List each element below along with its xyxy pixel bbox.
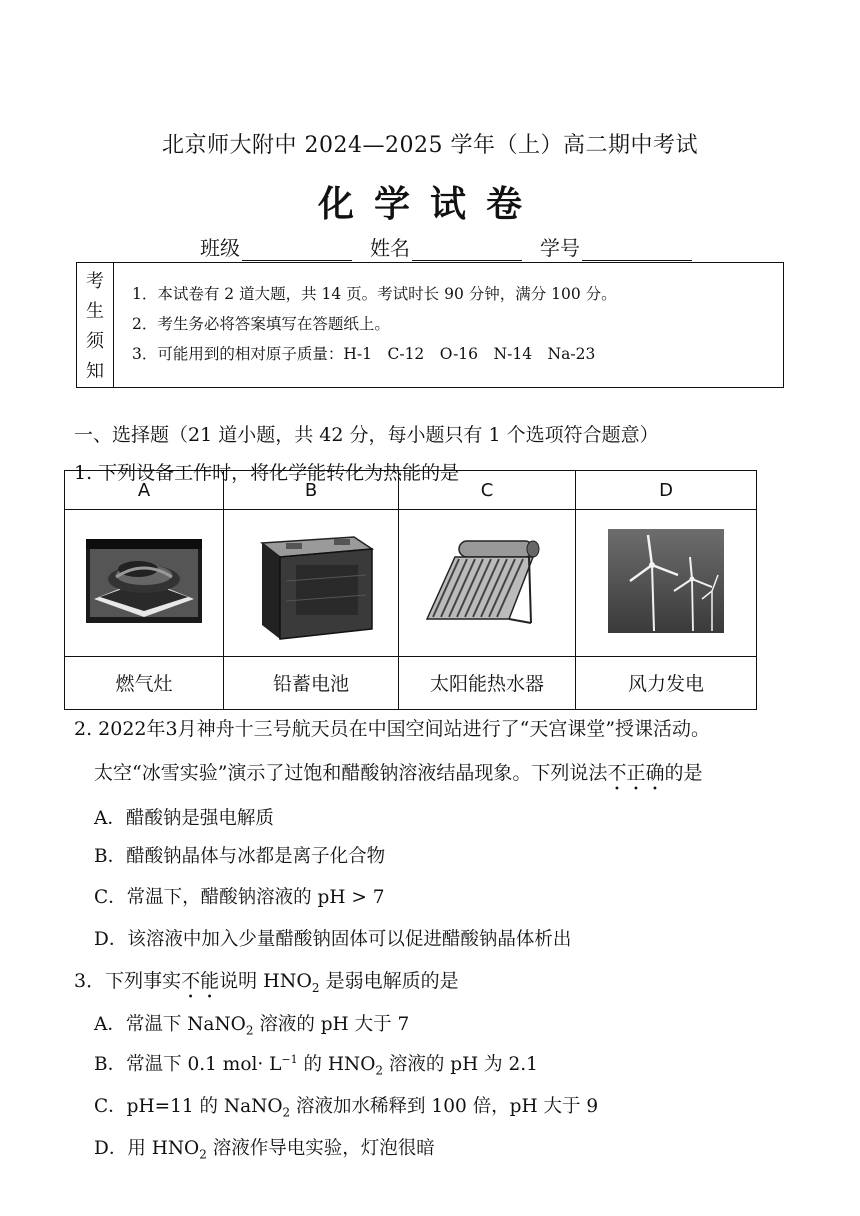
class-blank[interactable] bbox=[242, 240, 352, 261]
notice-label-char: 考 bbox=[86, 271, 104, 292]
lead-acid-battery-icon bbox=[246, 521, 376, 641]
wind-turbine-icon bbox=[608, 529, 724, 633]
notice-label-char: 知 bbox=[86, 361, 104, 382]
option-text: 溶液加水稀释到 100 倍，pH 大于 9 bbox=[290, 1096, 599, 1117]
option-subscript: 2 bbox=[375, 1063, 384, 1078]
question-3-stem bbox=[74, 966, 459, 1003]
question-3-option-a bbox=[94, 1010, 409, 1038]
notice-item: 1．本试卷有 2 道大题，共 14 页。考试时长 90 分钟，满分 100 分。 bbox=[132, 285, 617, 303]
class-field[interactable] bbox=[200, 232, 352, 261]
choice-label-a: 燃气灶 bbox=[65, 656, 224, 709]
question-3-option-b bbox=[94, 1050, 538, 1078]
question-2-emphasis: 不正确 bbox=[607, 762, 665, 784]
class-label: 班级 bbox=[200, 236, 240, 260]
question-3-subscript: 2 bbox=[311, 980, 320, 995]
question-2-text-end: 的是 bbox=[664, 762, 703, 784]
notice-label-char: 生 bbox=[86, 301, 104, 322]
question-3-option-d bbox=[94, 1134, 435, 1162]
notice-label-char: 须 bbox=[86, 331, 104, 352]
question-2-option-c: C．常温下，醋酸钠溶液的 pH > 7 bbox=[94, 887, 385, 908]
option-subscript: 2 bbox=[245, 1023, 254, 1038]
option-text: A．常温下 NaNO bbox=[94, 1014, 246, 1035]
notice-item: 2．考生务必将答案填写在答题纸上。 bbox=[132, 315, 390, 333]
name-label: 姓名 bbox=[370, 236, 410, 260]
question-2-line-2 bbox=[94, 758, 702, 795]
question-2-option-d: D．该溶液中加入少量醋酸钠固体可以促进醋酸钠晶体析出 bbox=[94, 929, 572, 950]
question-3-emphasis: 不能 bbox=[181, 970, 220, 992]
choice-image-a bbox=[65, 510, 224, 656]
option-text: C．pH=11 的 NaNO bbox=[94, 1096, 283, 1117]
choice-image-c bbox=[399, 510, 576, 656]
option-subscript: 2 bbox=[282, 1105, 291, 1120]
student-id-blank[interactable] bbox=[582, 240, 692, 261]
question-2-text: 太空“冰雪实验”演示了过饱和醋酸钠溶液结晶现象。下列说法 bbox=[94, 762, 608, 784]
name-blank[interactable] bbox=[412, 240, 522, 261]
exam-title: 化学试卷 bbox=[317, 184, 542, 225]
option-text: 溶液的 pH 为 2.1 bbox=[383, 1054, 538, 1075]
notice-body bbox=[114, 263, 783, 387]
choice-label-b: 铅蓄电池 bbox=[224, 656, 399, 709]
choice-image-b bbox=[224, 510, 399, 656]
question-1-table bbox=[64, 470, 757, 710]
question-3-option-c bbox=[94, 1092, 598, 1120]
option-subscript: 2 bbox=[199, 1147, 207, 1162]
question-3-text: 3．下列事实 bbox=[74, 970, 182, 992]
choice-label-d: 风力发电 bbox=[576, 656, 757, 709]
choice-letter-b: B bbox=[224, 471, 399, 510]
choice-letter-c: C bbox=[399, 471, 576, 510]
option-text: 的 HNO bbox=[297, 1054, 376, 1075]
question-2-option-b: B．醋酸钠晶体与冰都是离子化合物 bbox=[94, 846, 386, 867]
option-superscript: −1 bbox=[281, 1052, 298, 1066]
solar-water-heater-icon bbox=[423, 535, 551, 627]
option-text: D．用 HNO bbox=[94, 1138, 200, 1159]
choice-image-d bbox=[576, 510, 757, 656]
choice-letter-d: D bbox=[576, 471, 757, 510]
notice-label bbox=[77, 263, 114, 387]
name-field[interactable] bbox=[370, 232, 522, 261]
student-info-line bbox=[200, 232, 760, 261]
choice-letter-a: A bbox=[65, 471, 224, 510]
choice-label-c: 太阳能热水器 bbox=[399, 656, 576, 709]
student-id-label: 学号 bbox=[540, 236, 580, 260]
option-text: 溶液作导电实验，灯泡很暗 bbox=[206, 1138, 435, 1159]
school-title: 北京师大附中 2024—2025 学年（上）高二期中考试 bbox=[162, 133, 698, 158]
question-3-text-end: 是弱电解质的是 bbox=[319, 970, 459, 992]
section-heading: 一、选择题（21 道小题，共 42 分，每小题只有 1 个选项符合题意） bbox=[74, 424, 659, 446]
exam-notice-box bbox=[76, 262, 784, 388]
student-id-field[interactable] bbox=[540, 232, 692, 261]
gas-stove-icon bbox=[86, 539, 202, 623]
question-3-text-mid: 说明 HNO bbox=[219, 970, 312, 992]
question-2-option-a: A．醋酸钠是强电解质 bbox=[94, 808, 274, 829]
notice-item: 3．可能用到的相对原子质量：H-1 C-12 O-16 N-14 Na-23 bbox=[132, 345, 596, 363]
question-2-line-1: 2. 2022年3月神舟十三号航天员在中国空间站进行了“天宫课堂”授课活动。 bbox=[74, 718, 711, 740]
option-text: 溶液的 pH 大于 7 bbox=[253, 1014, 410, 1035]
question-1-stem: 1. 下列设备工作时，将化学能转化为热能的是 bbox=[74, 462, 460, 484]
option-text: B．常温下 0.1 mol· L bbox=[94, 1054, 282, 1075]
